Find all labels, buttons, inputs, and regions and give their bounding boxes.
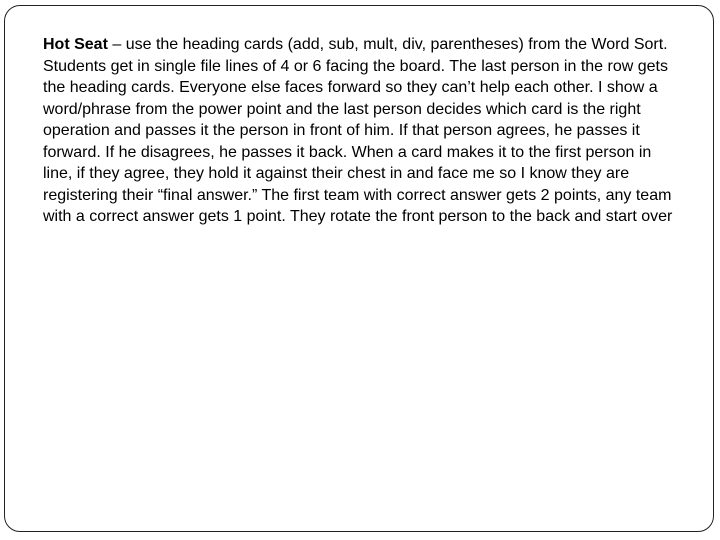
body-paragraph (43, 34, 683, 228)
activity-title: Hot Seat (43, 36, 108, 53)
activity-description: – use the heading cards (add, sub, mult, div, parentheses) from the Word Sort. Students get in single file lines of 4 or 6 facing the board. The last person in the row gets the heading cards. Everyone else faces forward so they can’t help each other. I show a word/phrase from the power point and the last person decides which card is the right operation and passes it the person in front of him. If that person agrees, he passes it forward. If he disagrees, he passes it back. When a card makes it to the first person in line, if they agree, they hold it against their chest in and face me so I know they are registering their “final answer.” The first team with correct answer gets 2 points, any team with a correct answer gets 1 point. They rotate the front person to the back and start over (43, 36, 673, 225)
